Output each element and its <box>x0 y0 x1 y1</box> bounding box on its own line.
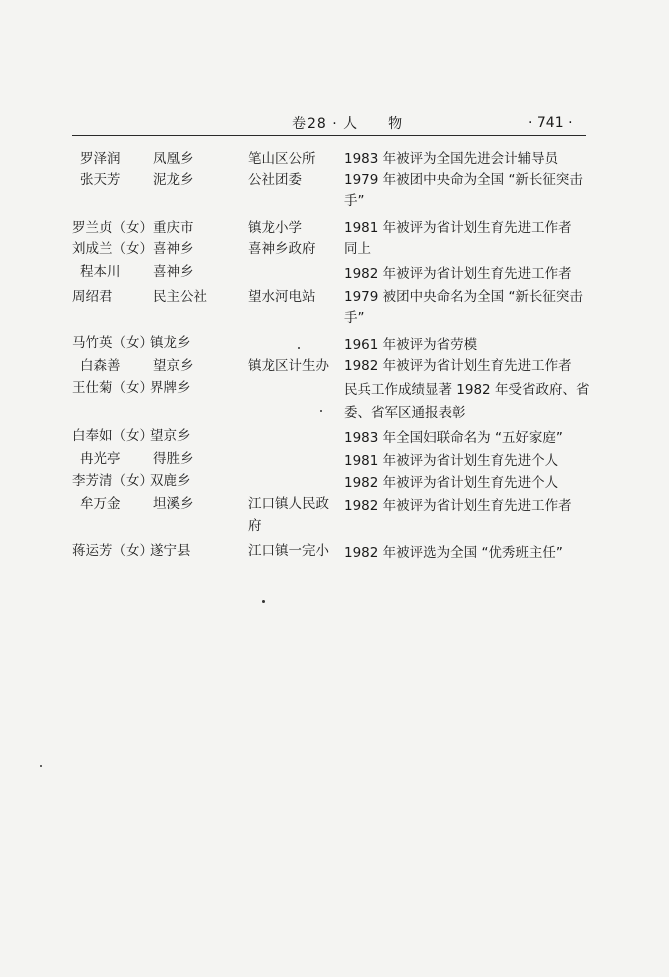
honor-note: 1981 年被评为省计划生育先进个人 <box>344 453 559 469</box>
hometown: 坦溪乡 <box>153 496 194 512</box>
workplace: 镇龙区计生办 <box>248 358 329 374</box>
person-name: 程本川 <box>80 264 121 280</box>
honor-note: 1979 年被团中央命为全国 “新长征突击 <box>344 172 583 188</box>
hometown: 重庆市 <box>153 220 194 236</box>
honor-note: 1981 年被评为省计划生育先进工作者 <box>344 220 572 236</box>
page-number: · 741 · <box>528 115 573 131</box>
hometown: 望京乡 <box>150 428 191 444</box>
running-header-title: 卷28 · 人 物 <box>292 116 404 132</box>
workplace: 望水河电站 <box>248 289 316 305</box>
honor-note-continued: 委、省军区通报表彰 <box>344 405 466 421</box>
honor-note: 1979 被团中央命名为全国 “新长征突击 <box>344 289 583 305</box>
scan-speck <box>40 765 42 767</box>
honor-note: 同上 <box>344 241 371 257</box>
honor-note: 民兵工作成绩显著 1982 年受省政府、省 <box>344 382 590 398</box>
workplace-continued: 府 <box>248 518 262 534</box>
workplace: 镇龙小学 <box>248 220 302 236</box>
person-name: 张天芳 <box>80 172 121 188</box>
person-name: 白森善 <box>80 358 121 374</box>
person-name: 牟万金 <box>80 496 121 512</box>
honor-note: 1982 年被评选为全国 “优秀班主任” <box>344 545 563 561</box>
honor-note: 1982 年被评为省计划生育先进工作者 <box>344 498 572 514</box>
scan-speck <box>262 600 265 603</box>
hometown: 界牌乡 <box>150 380 191 396</box>
person-name: 冉光亭 <box>80 451 121 467</box>
workplace: 公社团委 <box>248 172 302 188</box>
hometown: 凤凰乡 <box>153 151 194 167</box>
hometown: 镇龙乡 <box>150 335 191 351</box>
scan-speck <box>320 410 322 412</box>
hometown: 喜神乡 <box>153 264 194 280</box>
honor-note-continued: 手” <box>344 310 365 326</box>
hometown: 得胜乡 <box>153 451 194 467</box>
person-name: 白奉如（女） <box>72 428 153 444</box>
honor-note: 1982 年被评为省计划生育先进个人 <box>344 475 559 491</box>
hometown: 望京乡 <box>153 358 194 374</box>
person-name: 罗泽润 <box>80 151 121 167</box>
person-name: 马竹英（女） <box>72 335 153 351</box>
workplace: 喜神乡政府 <box>248 241 316 257</box>
person-name: 周绍君 <box>72 289 113 305</box>
header-rule <box>72 135 586 136</box>
scan-speck <box>298 347 300 349</box>
honor-note: 1982 年被评为省计划生育先进工作者 <box>344 266 572 282</box>
honor-note-continued: 手” <box>344 193 365 209</box>
hometown: 遂宁县 <box>150 543 191 559</box>
honor-note: 1983 年被评为全国先进会计辅导员 <box>344 151 559 167</box>
hometown: 民主公社 <box>153 289 207 305</box>
hometown: 喜神乡 <box>153 241 194 257</box>
honor-note: 1983 年全国妇联命名为 “五好家庭” <box>344 430 563 446</box>
honor-note: 1961 年被评为省劳模 <box>344 337 478 353</box>
workplace: 江口镇人民政 <box>248 496 329 512</box>
hometown: 泥龙乡 <box>153 172 194 188</box>
person-name: 刘成兰（女） <box>72 241 153 257</box>
person-name: 李芳清（女） <box>72 473 153 489</box>
person-name: 王仕菊（女） <box>72 380 153 396</box>
workplace: 笔山区公所 <box>248 151 316 167</box>
workplace: 江口镇一完小 <box>248 543 329 559</box>
person-name: 蒋运芳（女） <box>72 543 153 559</box>
person-name: 罗兰贞（女） <box>72 220 153 236</box>
hometown: 双鹿乡 <box>150 473 191 489</box>
honor-note: 1982 年被评为省计划生育先进工作者 <box>344 358 572 374</box>
